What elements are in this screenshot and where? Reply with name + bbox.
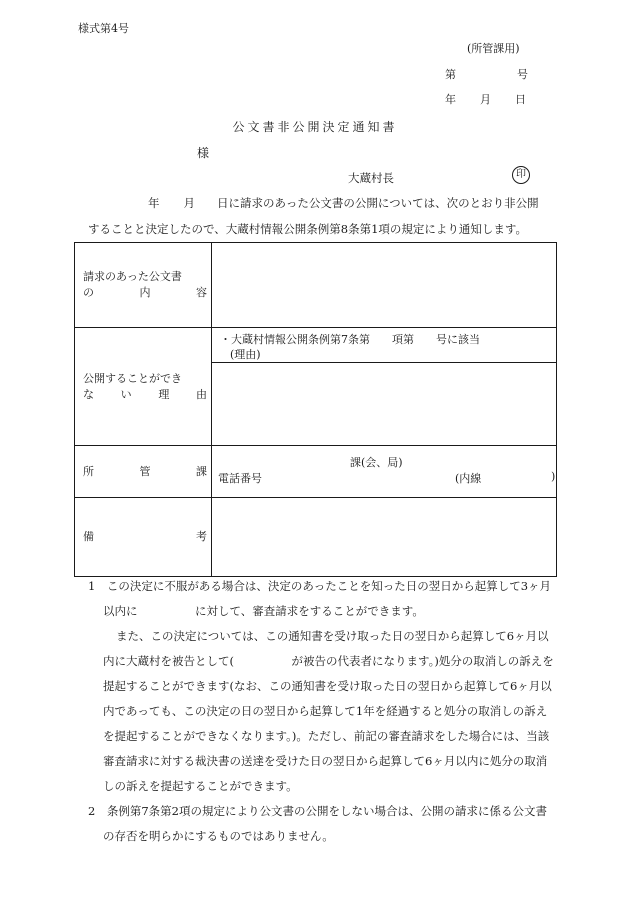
- label-char: い: [120, 387, 132, 401]
- label-nondisclosure-reason: [75, 328, 212, 446]
- doc-number-suffix: 号: [517, 68, 528, 81]
- label-remarks: [75, 498, 212, 577]
- label-char: 内: [139, 286, 151, 299]
- intro-month: 月: [183, 196, 195, 210]
- label-char: 所: [83, 464, 94, 478]
- label-line: [83, 529, 207, 545]
- label-line-b: [83, 387, 207, 403]
- table-row-reason-article: [75, 328, 557, 363]
- article-text: ・大蔵村情報公開条例第7条第 項第 号に該当: [220, 333, 480, 346]
- label-line-a: 公開することができ: [83, 371, 182, 385]
- seal-mark: 印: [512, 166, 530, 184]
- document-title: 公文書非公開決定通知書: [232, 120, 398, 134]
- date-year: 年: [445, 93, 456, 106]
- label-department: [75, 446, 212, 498]
- department-field[interactable]: [212, 446, 557, 498]
- label-char: 由: [195, 387, 207, 401]
- form-number: 様式第4号: [78, 22, 129, 35]
- addressee-suffix: 様: [197, 146, 210, 160]
- label-char: 備: [83, 530, 94, 543]
- phone-label: 電話番号: [218, 472, 262, 485]
- note-1: 1 この決定に不服がある場合は、決定のあったことを知った日の翌日から起算して3ヶ月以内に に対して、審査請求をすることができます。: [88, 579, 552, 618]
- table-row-remarks: [75, 498, 557, 577]
- label-char: な: [83, 387, 94, 401]
- intro-year: 年: [148, 196, 160, 210]
- date-month: 月: [480, 93, 491, 106]
- label-line-b: [83, 285, 207, 301]
- remarks-field[interactable]: [212, 498, 557, 577]
- label-char: 考: [196, 530, 207, 543]
- notes-section: [88, 574, 558, 849]
- doc-number-prefix: 第: [445, 68, 456, 81]
- reason-label: (理由): [230, 348, 261, 361]
- requested-document-field[interactable]: [212, 243, 557, 328]
- note-1-continued-text: また、この決定については、この通知書を受け取った日の翌日から起算して6ヶ月以内に大蔵村を被告として( が被告の代表者になります。)処分の取消しの訴えを提起することができます(なお、この通知書を受け取った日の翌日から起算して6ヶ月以内であっても、この決定の日の翌日から起算して1年を経過すると処分の取消しの訴えを提起することができなくなります。)。ただし、前記の審査請求をした場合には、当該審査請求に対する裁決書の送達を受けた日の翌日から起算して6ヶ月以内に処分の取消しの訴えを提起することができます。: [103, 629, 554, 793]
- label-char: 理: [158, 387, 170, 401]
- reason-detail-field[interactable]: [212, 363, 557, 446]
- note-2: 2 条例第7条第2項の規定により公文書の公開をしない場合は、公開の請求に係る公文書の存否を明らかにするものではありません。: [88, 804, 547, 843]
- table-row-document: [75, 243, 557, 328]
- dept-use-label: (所管課用): [467, 42, 520, 55]
- extension-label: (内線: [455, 472, 482, 485]
- intro-line-2: することと決定したので、大蔵村情報公開条例第8条第1項の規定により通知します。: [88, 222, 527, 236]
- table-row-department: [75, 446, 557, 498]
- sender-name: 大蔵村長: [348, 171, 394, 185]
- note-1-continued: [88, 624, 558, 799]
- label-char: 管: [139, 464, 151, 478]
- department-section-label: 課(会、局): [350, 456, 403, 469]
- label-requested-document: [75, 243, 212, 328]
- label-line: [83, 464, 207, 480]
- label-char: 課: [196, 464, 207, 478]
- issue-date: [445, 91, 526, 107]
- label-char: の: [83, 286, 94, 299]
- article-field[interactable]: [212, 328, 557, 363]
- extension-close: ): [551, 470, 556, 483]
- label-char: 容: [196, 286, 207, 299]
- label-line-a: 請求のあった公文書: [83, 270, 182, 283]
- intro-day-text: 日に請求のあった公文書の公開については、次のとおり非公開: [217, 196, 539, 210]
- intro-line-1: [148, 195, 539, 211]
- date-day: 日: [515, 93, 526, 106]
- decision-table: [74, 242, 557, 577]
